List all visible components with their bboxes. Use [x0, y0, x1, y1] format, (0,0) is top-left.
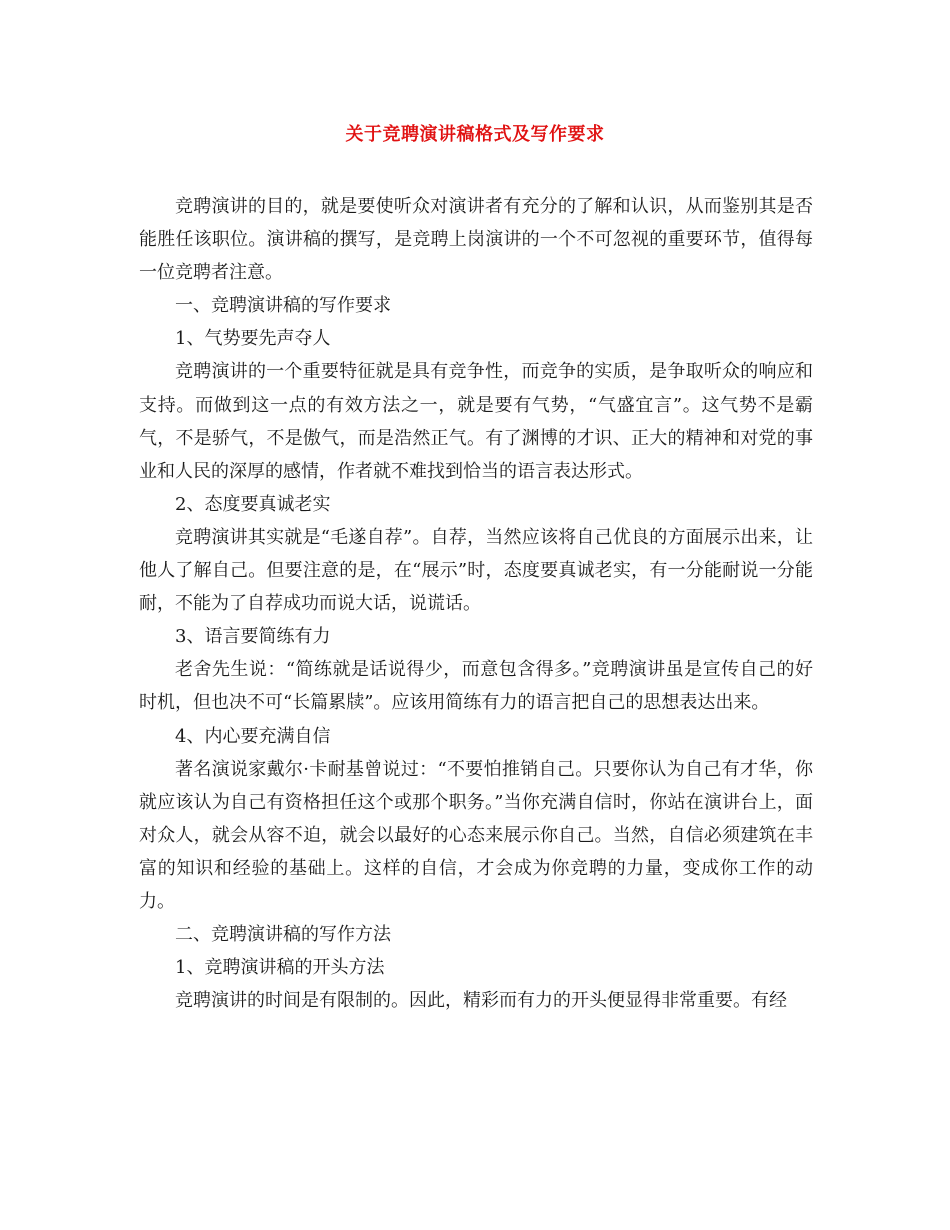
- paragraph-attitude: 竞聘演讲其实就是“毛遂自荐”。自荐，当然应该将自己优良的方面展示出来，让他人了解自己。但要注意的是，在“展示”时，态度要真诚老实，有一分能耐说一分能耐，不能为了自荐成功而说大话，说谎话。: [139, 526, 813, 615]
- paragraph-intro: 竞聘演讲的目的，就是要使听众对演讲者有充分的了解和认识，从而鉴别其是否能胜任该职位。演讲稿的撰写，是竞聘上岗演讲的一个不可忽视的重要环节，值得每一位竞聘者注意。: [139, 196, 813, 284]
- paragraph-language: 老舍先生说：“简练就是话说得少，而意包含得多。”竞聘演讲虽是宣传自己的好时机，但也决不可“长篇累牍”。应该用简练有力的语言把自己的思想表达出来。: [139, 659, 813, 714]
- paragraph-confidence: 著名演说家戴尔·卡耐基曾说过：“不要怕推销自己。只要你认为自己有才华，你就应该认为自己有资格担任这个或那个职务。”当你充满自信时，你站在演讲台上，面对众人，就会从容不迫，就会以最好的心态来展示你自己。当然，自信必须建筑在丰富的知识和经验的基础上。这样的自信，才会成为你竞聘的力量，变成你工作的动力。: [139, 758, 813, 912]
- subheading-language: 3、语言要简练有力: [175, 626, 331, 648]
- section-heading-requirements: 一、竞聘演讲稿的写作要求: [175, 295, 391, 317]
- subheading-confidence: 4、内心要充满自信: [175, 725, 331, 747]
- subheading-momentum: 1、气势要先声夺人: [175, 328, 331, 350]
- document-body: [139, 190, 813, 1017]
- document-title: 关于竞聘演讲稿格式及写作要求: [345, 124, 605, 145]
- section-heading-methods: 二、竞聘演讲稿的写作方法: [175, 924, 391, 946]
- subheading-attitude: 2、态度要真诚老实: [175, 493, 331, 515]
- paragraph-opening: 竞聘演讲的时间是有限制的。因此，精彩而有力的开头便显得非常重要。有经: [175, 990, 787, 1012]
- subheading-opening: 1、竞聘演讲稿的开头方法: [175, 957, 385, 979]
- paragraph-momentum: 竞聘演讲的一个重要特征就是具有竞争性，而竞争的实质，是争取听众的响应和支持。而做到这一点的有效方法之一，就是要有气势，“气盛宜言”。这气势不是霸气，不是骄气，不是傲气，而是浩然正气。有了渊博的才识、正大的精神和对党的事业和人民的深厚的感情，作者就不难找到恰当的语言表达形式。: [139, 361, 813, 482]
